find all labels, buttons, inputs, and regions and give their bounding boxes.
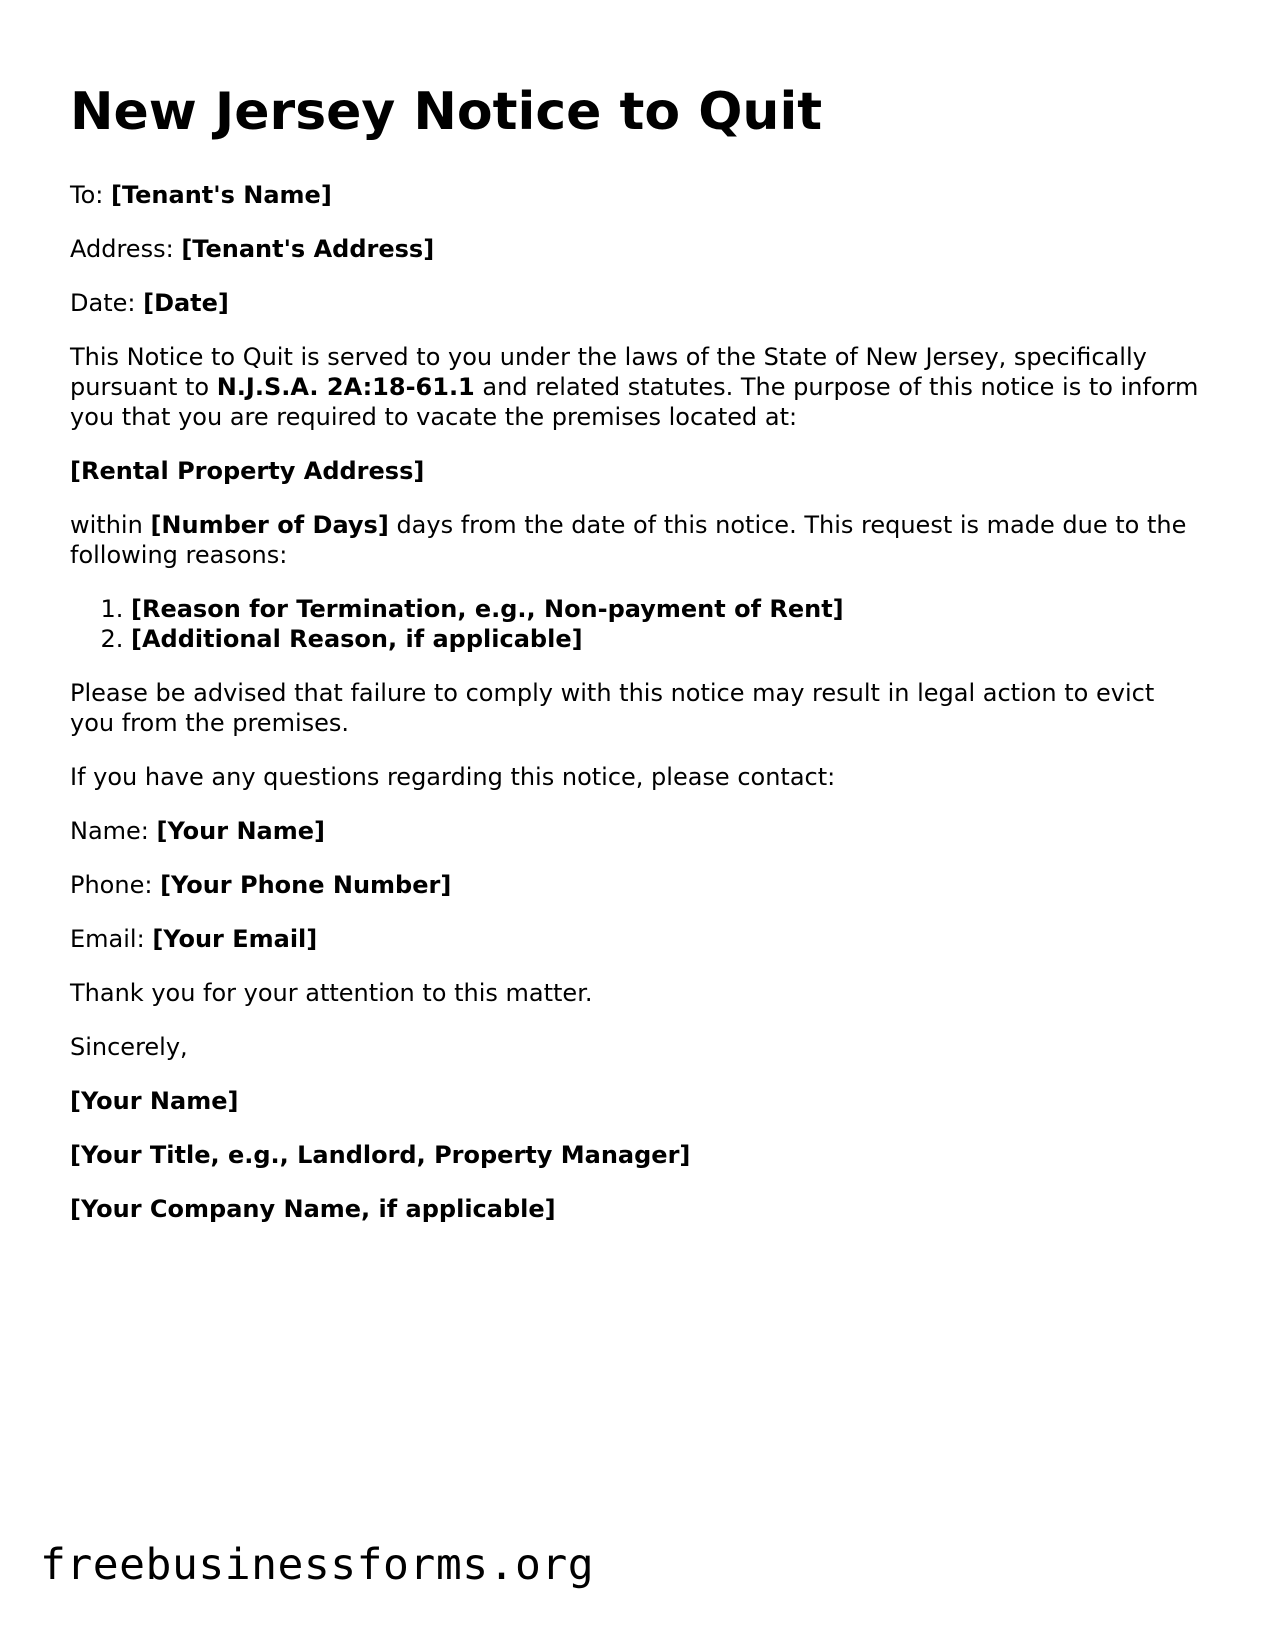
contact-intro: If you have any questions regarding this notice, please contact:	[70, 763, 836, 791]
closing-line: Sincerely,	[70, 1033, 188, 1061]
to-line	[70, 180, 1200, 210]
number-of-days: [Number of Days]	[150, 511, 389, 539]
reason-2: [Additional Reason, if applicable]	[131, 625, 583, 653]
property-address	[70, 456, 1200, 486]
date-line	[70, 288, 1200, 318]
contact-phone-value: [Your Phone Number]	[160, 871, 452, 899]
list-item	[131, 594, 1200, 624]
reasons-list	[70, 594, 1200, 654]
intro-text-1: This Notice to Quit is served to you under the laws of the State of New Jersey, specifically pursuant to	[70, 343, 1147, 401]
within-text-2: days from the date of this notice. This request is made due to the following reasons:	[70, 511, 1187, 569]
statute-reference: N.J.S.A. 2A:18-61.1	[216, 373, 475, 401]
signature-company: [Your Company Name, if applicable]	[70, 1195, 556, 1223]
thanks-line: Thank you for your attention to this matter.	[70, 979, 593, 1007]
to-label: To:	[70, 181, 104, 209]
signature-name: [Your Name]	[70, 1087, 239, 1115]
signature-name-line	[70, 1086, 1200, 1116]
footer-watermark: freebusinessforms.org	[40, 1540, 595, 1590]
address-line	[70, 234, 1200, 264]
intro-paragraph	[70, 342, 1200, 432]
notice-date: [Date]	[143, 289, 229, 317]
intro-text-2: and related statutes. The purpose of this notice is to inform you that you are required to vacate the premises located at:	[70, 373, 1199, 431]
signature-title-line	[70, 1140, 1200, 1170]
property-address-value: [Rental Property Address]	[70, 457, 425, 485]
within-text-1: within	[70, 511, 143, 539]
contact-email-line	[70, 924, 1200, 954]
page-title: New Jersey Notice to Quit	[70, 82, 823, 142]
within-paragraph	[70, 510, 1200, 570]
list-item	[131, 624, 1200, 654]
signature-title: [Your Title, e.g., Landlord, Property Manager]	[70, 1141, 691, 1169]
contact-name-value: [Your Name]	[156, 817, 325, 845]
contact-phone-label: Phone:	[70, 871, 153, 899]
tenant-address: [Tenant's Address]	[181, 235, 435, 263]
tenant-name: [Tenant's Name]	[111, 181, 332, 209]
advisory-paragraph: Please be advised that failure to comply with this notice may result in legal action to evict you from the premises.	[70, 679, 1155, 737]
address-label: Address:	[70, 235, 174, 263]
contact-name-line	[70, 816, 1200, 846]
contact-email-value: [Your Email]	[152, 925, 318, 953]
date-label: Date:	[70, 289, 136, 317]
signature-company-line	[70, 1194, 1200, 1224]
contact-name-label: Name:	[70, 817, 149, 845]
contact-email-label: Email:	[70, 925, 145, 953]
contact-phone-line	[70, 870, 1200, 900]
reason-1: [Reason for Termination, e.g., Non-payment of Rent]	[131, 595, 844, 623]
document-body	[70, 80, 1200, 1248]
